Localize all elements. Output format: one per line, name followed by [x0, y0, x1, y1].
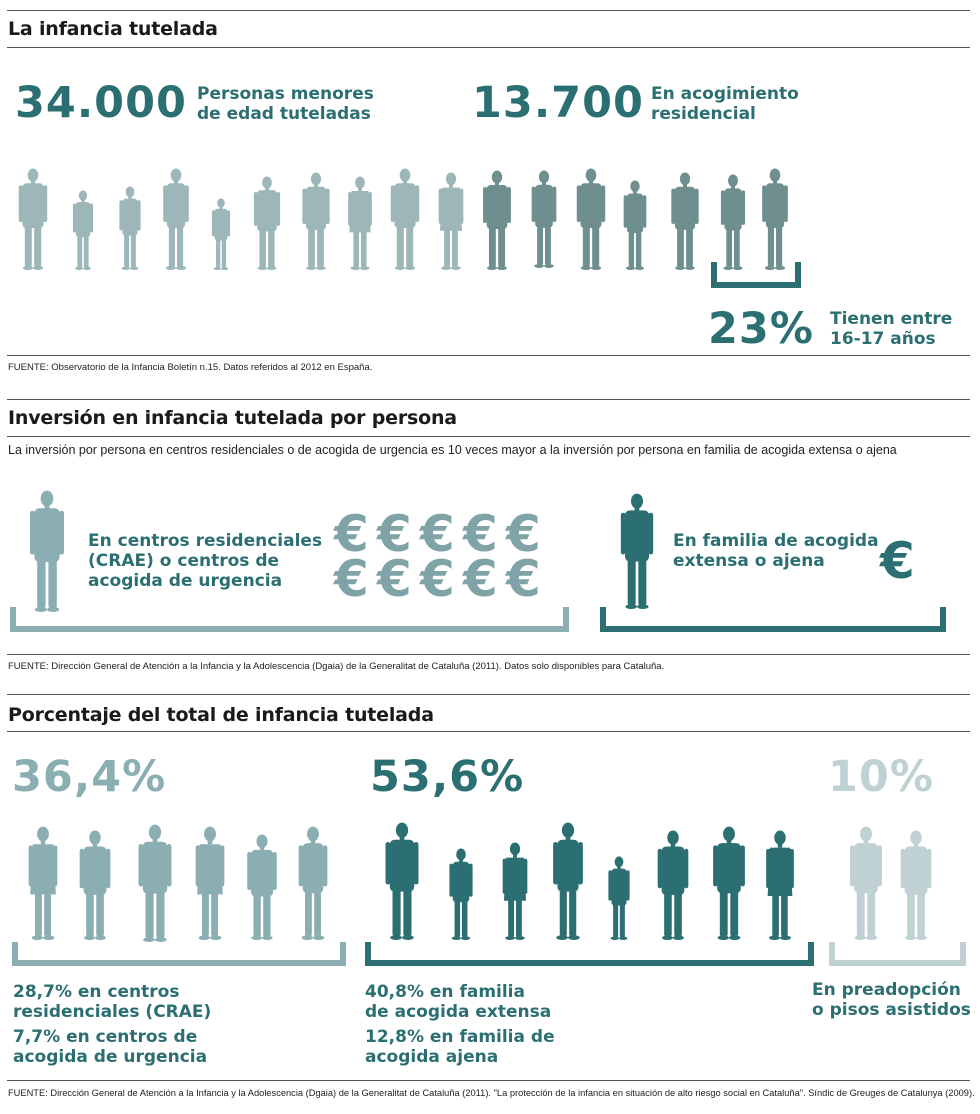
person-silhouette-icon: [449, 848, 472, 940]
section-title-inversion: Inversión en infancia tutelada por persona: [8, 407, 457, 429]
family-investment-label: En familia de acogida extensa o ajena: [673, 531, 879, 571]
euro-icon: €: [506, 505, 541, 563]
stat-residential-value: 13.700: [472, 78, 644, 128]
stat-age-value: 23%: [708, 304, 814, 354]
family-detail-2: 12,8% en familia de acogida ajena: [365, 1027, 555, 1067]
preadoption-detail: En preadopción o pisos asistidos: [812, 980, 971, 1020]
person-silhouette-icon: [29, 827, 58, 940]
family-detail-1: 40,8% en familia de acogida extensa: [365, 982, 552, 1022]
residential-detail-1: 28,7% en centros residenciales (CRAE): [13, 982, 212, 1022]
euro-icon: €: [377, 505, 412, 563]
person-silhouette-icon: [139, 825, 172, 942]
stat-age-label: Tienen entre 16-17 años: [830, 309, 953, 349]
source-rule-3: [7, 1080, 970, 1081]
person-silhouette-icon: [713, 827, 745, 940]
euro-icon: €: [334, 505, 369, 563]
family-percent-bracket: [365, 942, 814, 966]
person-silhouette-icon: [299, 827, 328, 940]
euro-icon: €: [420, 505, 455, 563]
residential-detail-2: 7,7% en centros de acogida de urgencia: [13, 1027, 208, 1067]
source-3: FUENTE: Dirección General de Atención a la Infancia y la Adolescencia (Dgaia) de la Generalitat de Cataluña (2011). "La protección de la infancia en situación de alto riesgo social en Cataluña". Síndic de Greuges de Catalunya (2009).: [8, 1088, 975, 1098]
person-silhouette-icon: [850, 827, 882, 940]
euro-icon: €: [463, 550, 498, 608]
person-silhouette-icon: [553, 823, 583, 940]
person-silhouette-icon: [247, 835, 277, 940]
percent-preadoption: 10%: [828, 752, 934, 802]
source-2: FUENTE: Dirección General de Atención a la Infancia y la Adolescencia (Dgaia) de la Generalitat de Cataluña (2011). Datos solo disponibles para Cataluña.: [8, 661, 665, 672]
euro-icon: €: [880, 532, 915, 590]
person-silhouette-icon: [503, 842, 528, 940]
percent-residential: 36,4%: [12, 752, 167, 802]
preadoption-percent-bracket: [829, 942, 966, 966]
section-title-infancia-tutelada: La infancia tutelada: [8, 18, 218, 40]
section-title-porcentaje: Porcentaje del total de infancia tutelada: [8, 704, 434, 726]
euro-icon: €: [463, 505, 498, 563]
euro-icon: €: [420, 550, 455, 608]
source-1: FUENTE: Observatorio de la Infancia Boletín n.15. Datos referidos al 2012 en España.: [8, 362, 373, 373]
person-silhouette-icon: [386, 823, 419, 940]
person-silhouette-icon: [901, 831, 932, 940]
euro-icon: €: [334, 550, 369, 608]
euro-icon: €: [506, 550, 541, 608]
residential-percent-bracket: [12, 942, 346, 966]
stat-total-value: 34.000: [15, 78, 187, 128]
stat-residential-label: En acogimiento residencial: [651, 84, 799, 124]
person-silhouette-icon: [658, 831, 689, 940]
person-silhouette-icon: [766, 831, 794, 940]
investment-description: La inversión por persona en centros residenciales o de acogida de urgencia es 10 veces mayor a la inversión por persona en familia de acogida extensa o ajena: [8, 443, 897, 457]
residential-investment-label: En centros residenciales (CRAE) o centros de acogida de urgencia: [88, 531, 323, 591]
stat-total-label: Personas menores de edad tuteladas: [197, 84, 374, 124]
euro-icon: €: [377, 550, 412, 608]
person-silhouette-icon: [196, 827, 225, 940]
person-silhouette-icon: [608, 856, 629, 940]
person-silhouette-icon: [80, 831, 111, 940]
percent-family: 53,6%: [370, 752, 525, 802]
